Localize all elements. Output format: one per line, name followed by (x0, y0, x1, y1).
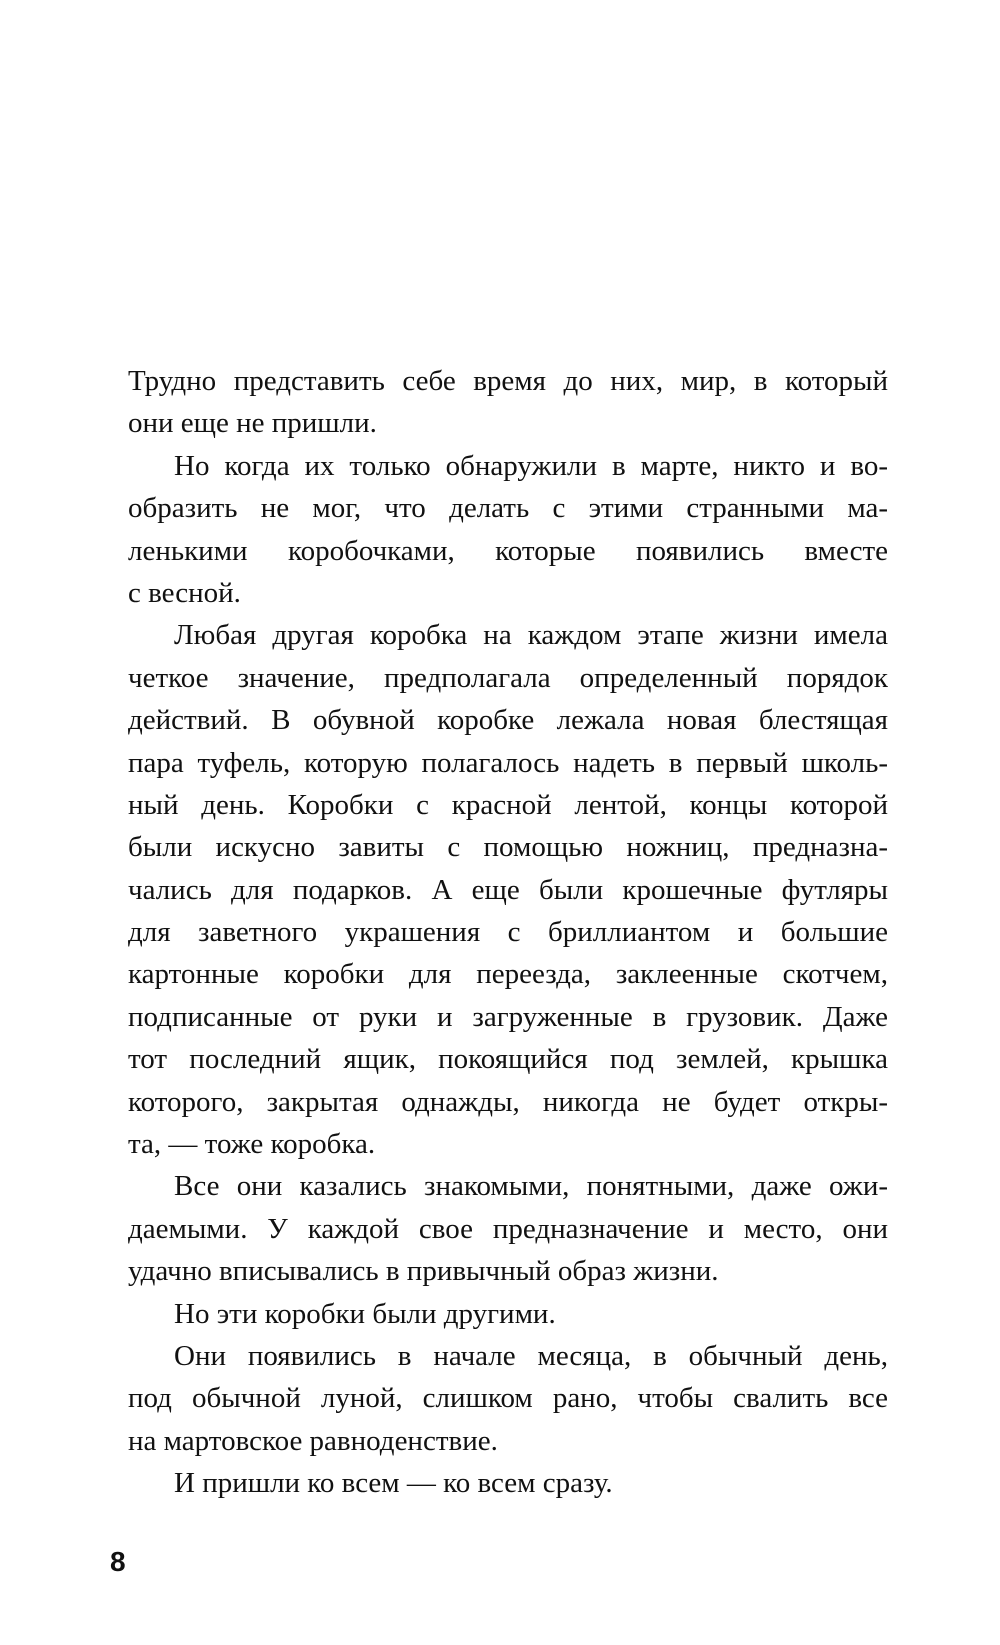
text-line: были искусно завиты с помощью ножниц, предназна- (128, 831, 888, 864)
text-line: с весной. (128, 576, 241, 609)
text-line: четкое значение, предполагала определенный порядок (128, 661, 888, 694)
text-line: для заветного украшения с бриллиантом и большие (128, 916, 888, 949)
text-line: Любая другая коробка на каждом этапе жизни имела (174, 619, 888, 652)
text-line: они еще не пришли. (128, 407, 377, 440)
text-line: Они появились в начале месяца, в обычный день, (174, 1339, 888, 1372)
text-line: подписанные от руки и загруженные в грузовик. Даже (128, 1000, 888, 1033)
text-line: Но когда их только обнаружили в марте, никто и во- (174, 449, 888, 482)
text-line: Но эти коробки были другими. (174, 1297, 556, 1330)
page-number: 8 (110, 1546, 126, 1577)
text-line: образить не мог, что делать с этими странными ма- (128, 492, 888, 525)
text-line: удачно вписывались в привычный образ жизни. (128, 1255, 719, 1288)
text-line: Трудно представить себе время до них, мир, в который (128, 365, 888, 397)
text-line: даемыми. У каждой свое предназначение и место, они (128, 1212, 888, 1245)
text-line: под обычной луной, слишком рано, чтобы свалить все (128, 1382, 888, 1415)
text-line: которого, закрытая однажды, никогда не будет откры- (128, 1085, 888, 1118)
text-line: Все они казались знакомыми, понятными, даже ожи- (174, 1170, 888, 1203)
text-line: на мартовское равноденствие. (128, 1424, 498, 1457)
text-line: тот последний ящик, покоящийся под землей, крышка (128, 1043, 888, 1076)
body-text (128, 360, 888, 1505)
text-line: ленькими коробочками, которые появились вместе (128, 534, 888, 567)
text-line: та, — тоже коробка. (128, 1128, 376, 1161)
text-line: действий. В обувной коробке лежала новая блестящая (128, 704, 888, 737)
text-line: картонные коробки для переезда, заклеенные скотчем, (128, 958, 888, 991)
text-line: пара туфель, которую полагалось надеть в первый школь- (128, 746, 888, 779)
text-line: ный день. Коробки с красной лентой, концы которой (128, 788, 888, 821)
text-line: И пришли ко всем — ко всем сразу. (174, 1467, 613, 1500)
text-line: чались для подарков. А еще были крошечные футляры (128, 873, 888, 906)
